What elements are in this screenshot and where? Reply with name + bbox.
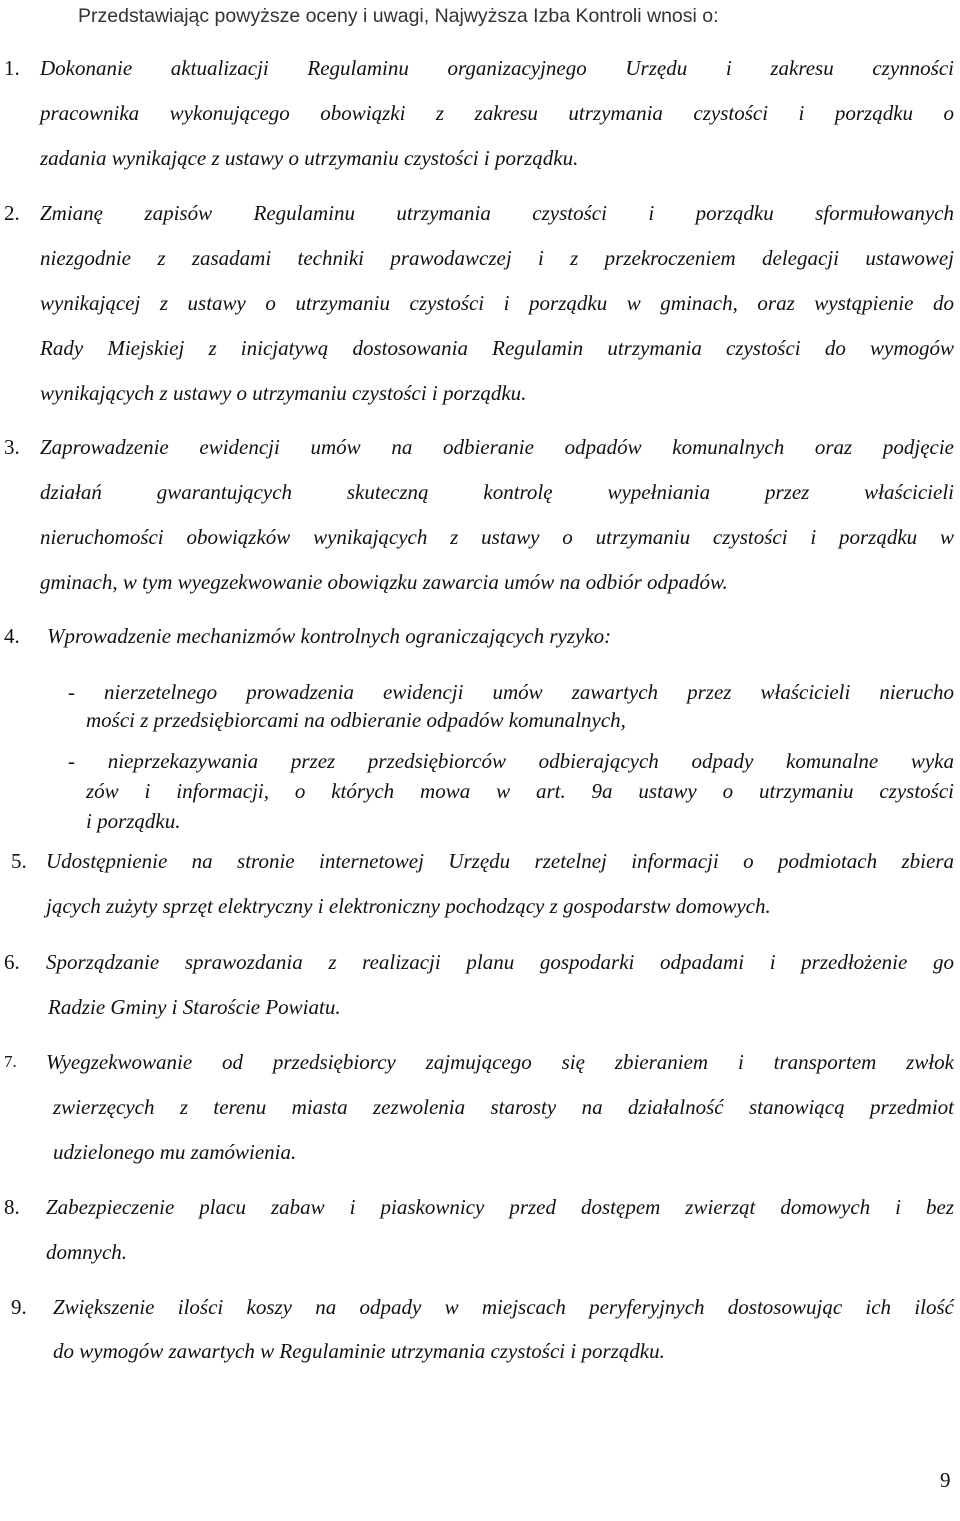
item-number: 7. [4, 1052, 17, 1071]
item-text-line: udzielonego mu zamówienia. [53, 1140, 297, 1164]
item-text-line: zadania wynikające z ustawy o utrzymaniu czystości i porządku. [40, 146, 579, 170]
item-text-line: Zaprowadzenie ewidencji umów na odbieranie odpadów komunalnych oraz podjęcie [40, 435, 954, 459]
sub-item-text-line: - nieprzekazywania przez przedsiębiorców odbierających odpady komunalne wyka [68, 749, 954, 773]
intro-text: Przedstawiając powyższe oceny i uwagi, Najwyższa Izba Kontroli wnosi o: [78, 5, 719, 27]
item-text-line: Rady Miejskiej z inicjatywą dostosowania Regulamin utrzymania czystości do wymogów [40, 336, 954, 360]
item-text-line: Zmianę zapisów Regulaminu utrzymania czystości i porządku sformułowanych [40, 201, 954, 225]
item-text-line: zwierzęcych z terenu miasta zezwolenia starosty na działalność stanowiącą przedmiot [53, 1095, 954, 1119]
item-text-line: domnych. [46, 1240, 128, 1264]
sub-item-text-line: zów i informacji, o których mowa w art. 9a ustawy o utrzymaniu czystości [86, 779, 954, 803]
item-text-line: Sporządzanie sprawozdania z realizacji planu gospodarki odpadami i przedłożenie go [46, 950, 954, 974]
item-text-line: Zwiększenie ilości koszy na odpady w miejscach peryferyjnych dostosowując ich ilość [53, 1295, 954, 1319]
page-number: 9 [940, 1468, 951, 1492]
item-text-line: wynikającej z ustawy o utrzymaniu czystości i porządku w gminach, oraz wystąpienie do [40, 291, 954, 315]
sub-item-text-line: - nierzetelnego prowadzenia ewidencji umów zawartych przez właścicieli nierucho [68, 680, 954, 704]
item-text-line: Radzie Gminy i Staroście Powiatu. [48, 995, 341, 1019]
item-text-line: Zabezpieczenie placu zabaw i piaskownicy przed dostępem zwierząt domowych i bez [46, 1195, 954, 1219]
item-text-line: Udostępnienie na stronie internetowej Urzędu rzetelnej informacji o podmiotach zbiera [46, 849, 954, 873]
item-number: 6. [4, 950, 20, 974]
item-text-line: nieruchomości obowiązków wynikających z ustawy o utrzymaniu czystości i porządku w [40, 525, 954, 549]
sub-item-text-line: mości z przedsiębiorcami na odbieranie odpadów komunalnych, [86, 708, 626, 732]
item-text-line: do wymogów zawartych w Regulaminie utrzymania czystości i porządku. [53, 1339, 665, 1363]
item-text-line: jących zużyty sprzęt elektryczny i elektroniczny pochodzący z gospodarstw domowych. [46, 894, 771, 918]
item-text-line: niezgodnie z zasadami techniki prawodawczej i z przekroczeniem delegacji ustawowej [40, 246, 954, 270]
item-text-line: Wprowadzenie mechanizmów kontrolnych ograniczających ryzyko: [47, 624, 612, 648]
sub-item-text-line: i porządku. [86, 809, 181, 833]
item-text-line: działań gwarantujących skuteczną kontrolę wypełniania przez właścicieli [40, 480, 954, 504]
item-number: 2. [4, 201, 20, 225]
item-number: 3. [4, 435, 20, 459]
item-number: 8. [4, 1195, 20, 1219]
item-number: 4. [4, 624, 20, 648]
item-text-line: gminach, w tym wyegzekwowanie obowiązku zawarcia umów na odbiór odpadów. [40, 570, 728, 594]
item-number: 5. [11, 849, 27, 873]
item-number: 1. [4, 56, 20, 80]
item-text-line: wynikających z ustawy o utrzymaniu czystości i porządku. [40, 381, 527, 405]
item-text-line: Dokonanie aktualizacji Regulaminu organizacyjnego Urzędu i zakresu czynności [40, 56, 954, 80]
item-number: 9. [11, 1295, 27, 1319]
item-text-line: pracownika wykonującego obowiązki z zakresu utrzymania czystości i porządku o [40, 101, 954, 125]
item-text-line: Wyegzekwowanie od przedsiębiorcy zajmującego się zbieraniem i transportem zwłok [46, 1050, 954, 1074]
